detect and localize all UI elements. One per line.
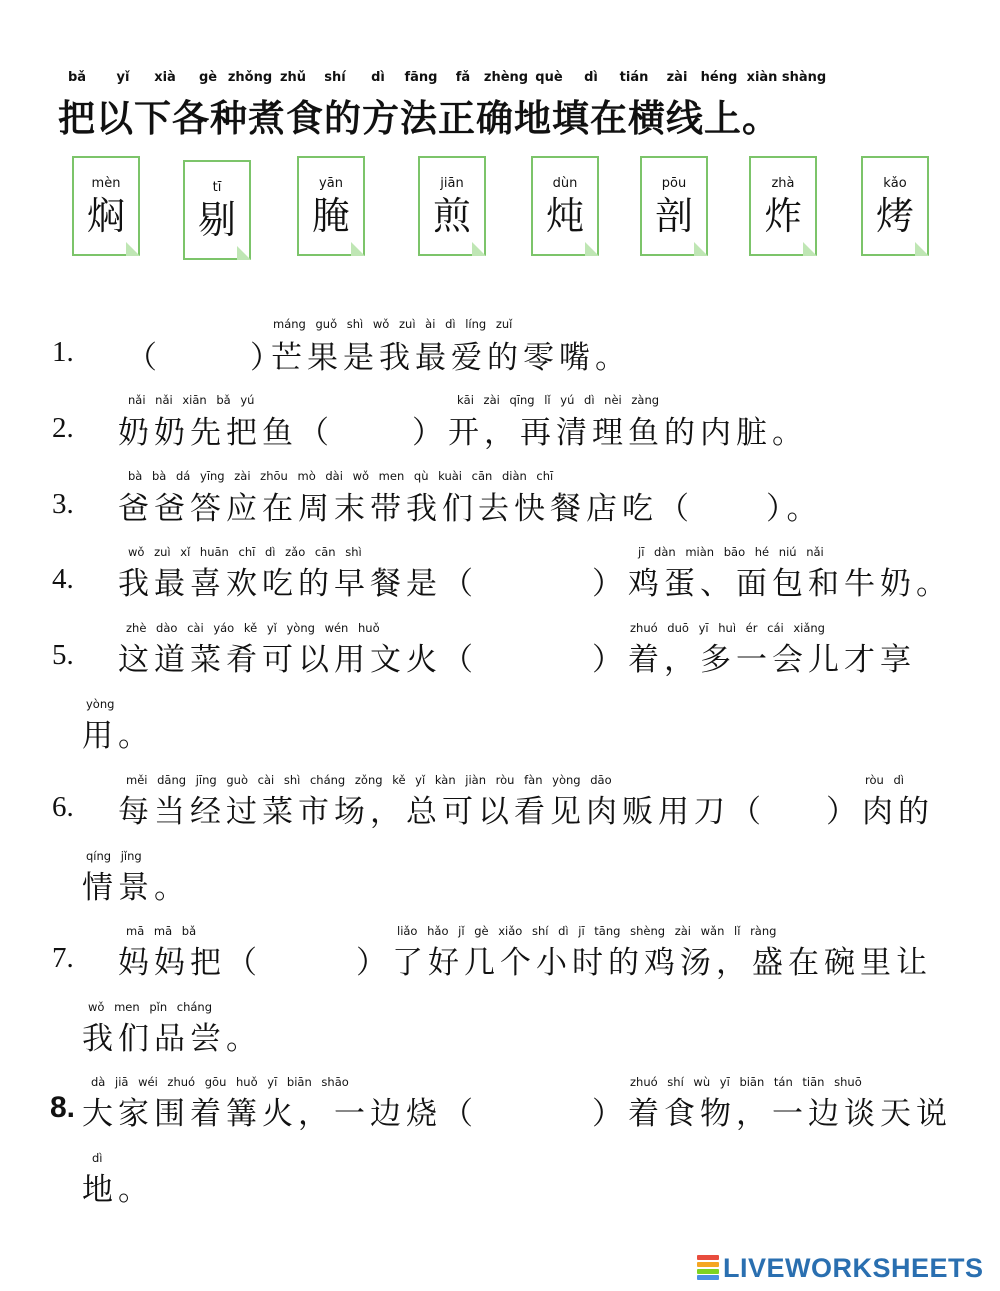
title-pinyin-syllable: dì [371,70,385,85]
title-pinyin-syllable: dì [584,70,598,85]
card-char: 剔 [197,198,236,242]
question-pinyin: zhuó duō yī huì ér cái xiǎng [630,621,825,635]
title-pinyin-syllable: bǎ [67,70,87,85]
title-pinyin [60,70,830,88]
question-number: 1. [52,336,74,368]
title-pinyin-syllable: zhèng [483,70,529,85]
word-card-dun[interactable] [531,156,599,256]
brand-name: LIVEWORKSHEETS [723,1252,984,1283]
question-text: 我们品尝。 [82,1021,262,1057]
card-pinyin: tī [212,180,222,195]
word-card-ti[interactable] [183,160,251,260]
word-card-pou[interactable] [640,156,708,256]
question-pinyin: qíng jǐng [86,849,142,863]
logo-bar [697,1255,719,1260]
question-number: 8. [50,1091,76,1124]
question-number: 3. [52,488,74,520]
liveworksheets-logo-icon [697,1255,719,1281]
logo-bar [697,1275,719,1280]
question-text: ）着食物，一边谈天说 [592,1096,952,1132]
question-pinyin: wǒ zuì xǐ huān chī dì zǎo cān shì [128,545,362,559]
title-pinyin-syllable: què [535,70,563,85]
question-text: ）了好几个小时的鸡汤，盛在碗里让 [356,945,932,981]
card-fold [472,242,486,256]
word-card-jian[interactable] [418,156,486,256]
card-char: 烤 [875,194,914,238]
question-pinyin: měi dāng jīng guò cài shì cháng zǒng kě yǐ kàn jiàn ròu fàn yòng dāo [126,773,612,787]
page-title: 把以下各种煮食的方法正确地填在横线上。 [58,96,780,140]
question-text: 每当经过菜市场，总可以看见肉贩用刀（ [118,794,766,830]
card-fold [694,242,708,256]
word-card-zha[interactable] [749,156,817,256]
question-pinyin: zhuó shí wù yī biān tán tiān shuō [630,1075,862,1089]
question-text: ）肉的 [826,794,934,830]
question-pinyin: wǒ men pǐn cháng [88,1000,213,1014]
question-pinyin: jī dàn miàn bāo hé niú nǎi [638,545,824,559]
question-pinyin: dà jiā wéi zhuó gōu huǒ yī biān shāo [91,1075,349,1089]
card-pinyin: kǎo [883,176,907,191]
logo-bar [697,1262,719,1267]
logo-bar [697,1269,719,1274]
card-fold [803,242,817,256]
card-pinyin: mèn [91,176,121,191]
card-pinyin: pōu [661,176,687,191]
question-text: 我最喜欢吃的早餐是（ [118,566,478,602]
title-pinyin-syllable: shàng [781,70,827,85]
word-card-kao[interactable] [861,156,929,256]
title-pinyin-syllable: zài [666,70,688,85]
word-card-yan[interactable] [297,156,365,256]
title-pinyin-syllable: zhǒng [227,70,273,85]
card-char: 腌 [311,194,350,238]
card-char: 剖 [654,194,693,238]
question-text: 用。 [82,718,154,754]
card-pinyin: yān [319,176,343,191]
question-pinyin: nǎi nǎi xiān bǎ yú [128,393,255,407]
card-fold [915,242,929,256]
question-number: 7. [52,942,74,974]
question-pinyin: ròu dì [865,773,904,787]
question-text: 奶奶先把鱼（ [118,415,334,451]
question-pinyin: mā mā bǎ [126,924,197,938]
question-pinyin: máng guǒ shì wǒ zuì ài dì líng zuǐ [273,317,513,331]
card-char: 煎 [432,194,471,238]
title-pinyin-syllable: fāng [404,70,438,85]
card-fold [585,242,599,256]
answer-blank[interactable]: （ ） [126,340,281,376]
card-char: 炖 [545,194,584,238]
question-text: ）鸡蛋、面包和牛奶。 [592,566,952,602]
card-fold [351,242,365,256]
question-text: ）开，再清理鱼的内脏。 [412,415,808,451]
question-pinyin: yòng [86,697,115,711]
title-pinyin-syllable: shí [324,70,346,85]
title-pinyin-syllable: tián [619,70,649,85]
question-pinyin: kāi zài qīng lǐ yú dì nèi zàng [457,393,660,407]
question-text: 妈妈把（ [118,945,262,981]
question-text: 爸爸答应在周末带我们去快餐店吃（ ）。 [118,491,823,527]
title-pinyin-syllable: gè [198,70,218,85]
card-fold [237,246,251,260]
question-pinyin: bà bà dá yīng zài zhōu mò dài wǒ men qù kuài cān diàn chī [128,469,554,483]
question-text: 地。 [82,1172,154,1208]
question-pinyin: dì [92,1151,103,1165]
question-text: 大家围着篝火，一边烧（ [82,1096,478,1132]
card-char: 炸 [763,194,802,238]
question-number: 2. [52,412,74,444]
card-fold [126,242,140,256]
title-pinyin-syllable: xià [154,70,176,85]
question-text: 芒果是我最爱的零嘴。 [271,340,631,376]
card-pinyin: zhà [771,176,795,191]
question-pinyin: liǎo hǎo jǐ gè xiǎo shí dì jī tāng shèng zài wǎn lǐ ràng [397,924,777,938]
question-text: 情景。 [82,870,190,906]
question-text: 这道菜肴可以用文火（ [118,642,478,678]
card-char: 焖 [86,194,125,238]
title-pinyin-syllable: héng [700,70,738,85]
card-pinyin: dùn [552,176,578,191]
question-text: ）着，多一会儿才享 [592,642,916,678]
word-card-men[interactable] [72,156,140,256]
question-number: 5. [52,639,74,671]
liveworksheets-brand [697,1253,984,1283]
title-pinyin-syllable: xiàn [746,70,778,85]
question-pinyin: zhè dào cài yáo kě yǐ yòng wén huǒ [126,621,380,635]
title-pinyin-syllable: zhǔ [279,70,307,85]
question-number: 4. [52,563,74,595]
title-pinyin-syllable: yǐ [116,70,130,85]
card-pinyin: jiān [440,176,464,191]
question-number: 6. [52,791,74,823]
title-pinyin-syllable: fǎ [455,70,471,85]
